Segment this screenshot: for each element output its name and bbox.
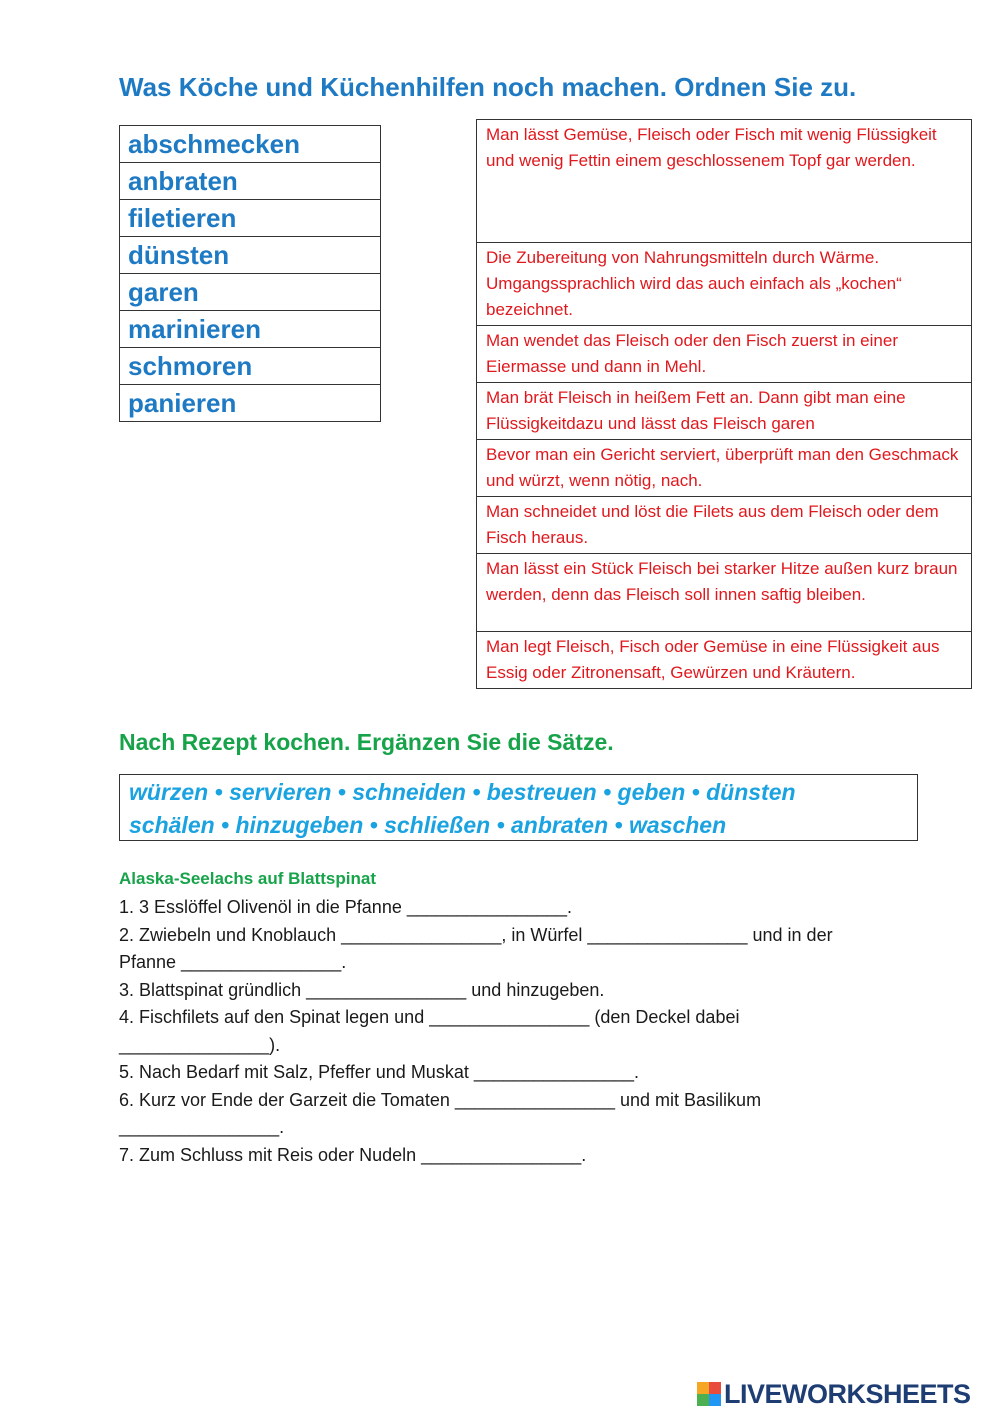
logo-grid-icon <box>697 1382 721 1406</box>
section1-title: Was Köche und Küchenhilfen noch machen. Ordnen Sie zu. <box>119 72 857 102</box>
definition-item[interactable]: Man lässt Gemüse, Fleisch oder Fisch mit wenig Flüssigkeit und wenig Fettin einem geschlossenem Topf gar werden. <box>477 120 972 243</box>
definition-table <box>476 119 972 689</box>
definition-item[interactable]: Man lässt ein Stück Fleisch bei starker Hitze außen kurz braun werden, denn das Fleisch soll innen saftig bleiben. <box>477 554 972 632</box>
logo-square <box>709 1382 721 1394</box>
word-item[interactable]: schmoren <box>120 348 381 385</box>
definition-item[interactable]: Man brät Fleisch in heißem Fett an. Dann gibt man eine Flüssigkeitdazu und lässt das Fleisch garen <box>477 383 972 440</box>
recipe-step[interactable]: 6. Kurz vor Ende der Garzeit die Tomaten ________________ und mit Basilikum <box>119 1089 762 1110</box>
recipe-steps <box>119 894 919 1169</box>
word-item[interactable]: filetieren <box>120 200 381 237</box>
word-bank <box>119 774 918 841</box>
definition-item[interactable]: Die Zubereitung von Nahrungsmitteln durch Wärme. Umgangssprachlich wird das auch einfach als „kochen“ bezeichnet. <box>477 243 972 326</box>
recipe-step[interactable]: _______________). <box>119 1034 281 1055</box>
word-item[interactable]: garen <box>120 274 381 311</box>
recipe-step[interactable]: Pfanne ________________. <box>119 952 347 972</box>
definition-item[interactable]: Bevor man ein Gericht serviert, überprüft man den Geschmack und würzt, wenn nötig, nach. <box>477 440 972 497</box>
word-item[interactable]: dünsten <box>120 237 381 274</box>
logo-text: LIVEWORKSHEETS <box>724 1378 971 1409</box>
word-bank-line: schälen • hinzugeben • schließen • anbraten • waschen <box>129 812 727 838</box>
word-item[interactable]: anbraten <box>120 163 381 200</box>
recipe-step[interactable]: 3. Blattspinat gründlich ________________ und hinzugeben. <box>119 979 605 1000</box>
word-list-table <box>119 125 381 422</box>
recipe-step[interactable]: ________________. <box>119 1117 285 1137</box>
word-item[interactable]: abschmecken <box>120 126 381 163</box>
word-item[interactable]: panieren <box>120 385 381 422</box>
liveworksheets-logo <box>697 1377 971 1411</box>
logo-square <box>697 1394 709 1406</box>
recipe-title: Alaska-Seelachs auf Blattspinat <box>119 869 376 888</box>
logo-square <box>709 1394 721 1406</box>
definition-item[interactable]: Man schneidet und löst die Filets aus dem Fleisch oder dem Fisch heraus. <box>477 497 972 554</box>
word-bank-line: würzen • servieren • schneiden • bestreuen • geben • dünsten <box>129 779 796 805</box>
section2-title: Nach Rezept kochen. Ergänzen Sie die Sätze. <box>119 729 614 755</box>
recipe-step[interactable]: 7. Zum Schluss mit Reis oder Nudeln ________________. <box>119 1144 587 1165</box>
definition-item[interactable]: Man legt Fleisch, Fisch oder Gemüse in eine Flüssigkeit aus Essig oder Zitronensaft, Gewürzen und Kräutern. <box>477 632 972 689</box>
recipe-step[interactable]: 2. Zwiebeln und Knoblauch ________________, in Würfel ________________ und in der <box>119 924 833 945</box>
recipe-step[interactable]: 1. 3 Esslöffel Olivenöl in die Pfanne ________________. <box>119 897 573 917</box>
logo-square <box>697 1382 709 1394</box>
recipe-step[interactable]: 4. Fischfilets auf den Spinat legen und ________________ (den Deckel dabei <box>119 1007 740 1027</box>
recipe-step[interactable]: 5. Nach Bedarf mit Salz, Pfeffer und Muskat ________________. <box>119 1062 640 1082</box>
definition-item[interactable]: Man wendet das Fleisch oder den Fisch zuerst in einer Eiermasse und dann in Mehl. <box>477 326 972 383</box>
word-item[interactable]: marinieren <box>120 311 381 348</box>
